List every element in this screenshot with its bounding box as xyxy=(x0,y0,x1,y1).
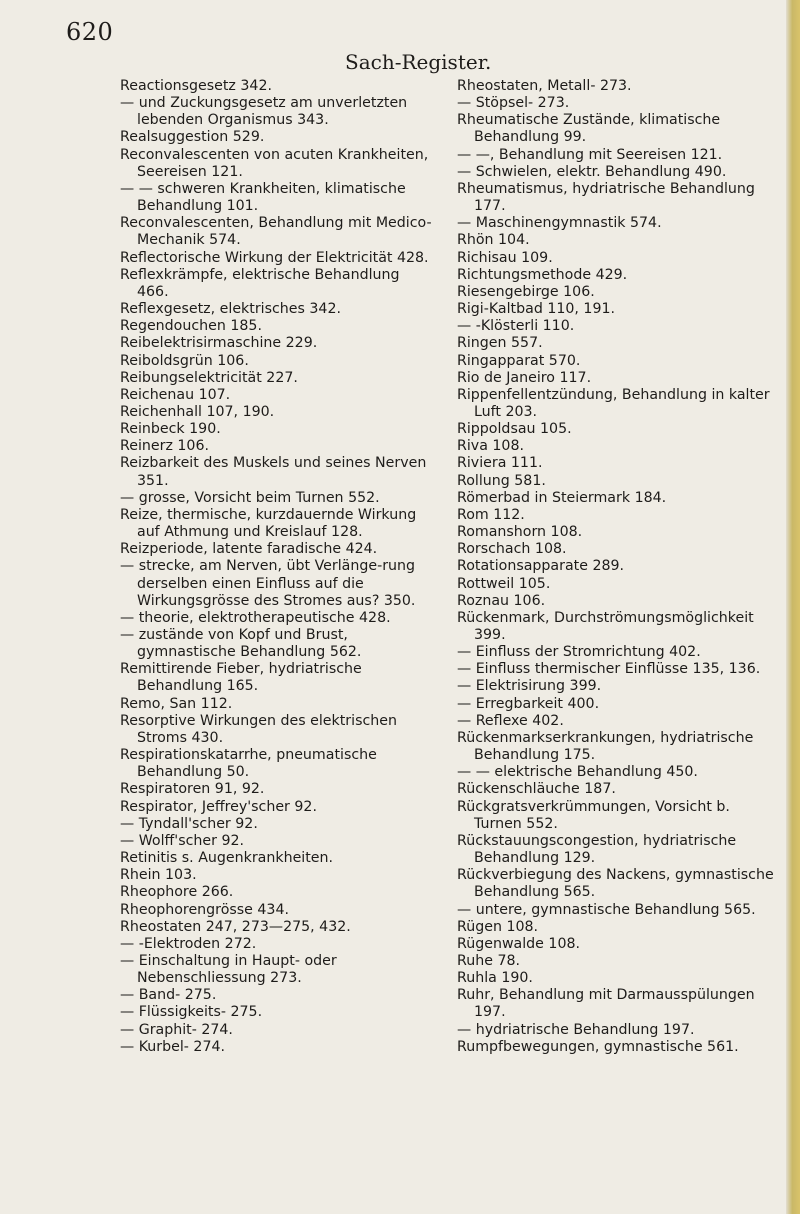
index-entry: Rom 112. xyxy=(457,506,525,523)
index-entry: Ringen 557. xyxy=(457,335,543,352)
index-entry: Rückverbiegung des Nackens, gymnastische Behandlung 565. xyxy=(457,867,774,901)
index-column-right xyxy=(457,78,777,1056)
index-entry: Respirator, Jeffrey'scher 92. xyxy=(120,798,317,815)
index-entry: Riva 108. xyxy=(457,438,524,455)
index-entry: — Elektrisirung 399. xyxy=(457,678,602,695)
index-entry: Reactionsgesetz 342. xyxy=(120,78,272,94)
index-entry: — Stöpsel- 273. xyxy=(457,95,570,112)
index-entry: Rheophore 266. xyxy=(120,884,234,901)
index-entry: Rückgratsverkrümmungen, Vorsicht b. Turnen 552. xyxy=(457,798,730,832)
index-entry: — — schweren Krankheiten, klimatische Behandlung 101. xyxy=(120,180,406,215)
index-entry: — und Zuckungsgesetz am unverletzten lebenden Organismus 343. xyxy=(120,95,408,129)
index-entry: — Maschinengymnastik 574. xyxy=(457,215,662,232)
index-entry: Rügenwalde 108. xyxy=(457,935,581,952)
index-entry: Reconvalescenten von acuten Krankheiten, Seereisen 121. xyxy=(120,146,429,180)
index-entry: — theorie, elektrotherapeutische 428. xyxy=(120,609,391,626)
running-head: Sach-Register. xyxy=(345,50,492,74)
index-entry: Reflectorische Wirkung der Elektricität 428. xyxy=(120,249,429,266)
index-column-left xyxy=(120,78,432,1056)
index-entry: Richtungsmethode 429. xyxy=(457,266,628,283)
page-number: 620 xyxy=(66,18,114,46)
index-entry: Rheophorengrösse 434. xyxy=(120,901,289,918)
index-entry: — -Klösterli 110. xyxy=(457,318,575,335)
index-entry: — zustände von Kopf und Brust, gymnastische Behandlung 562. xyxy=(120,627,362,661)
index-entry: — Band- 275. xyxy=(120,987,217,1004)
index-entry: Römerbad in Steiermark 184. xyxy=(457,489,667,506)
index-entry: — Einschaltung in Haupt- oder Nebenschliessung 273. xyxy=(120,952,337,987)
index-entry: Rückenmarkserkrankungen, hydriatrische Behandlung 175. xyxy=(457,729,754,764)
index-entry: — Reflexe 402. xyxy=(457,712,564,729)
index-entry: Rückstauungscongestion, hydriatrische Behandlung 129. xyxy=(457,832,737,867)
index-entry: — Graphit- 274. xyxy=(120,1021,233,1038)
index-entry: Resorptive Wirkungen des elektrischen Stroms 430. xyxy=(120,712,397,746)
index-entry: Rheumatismus, hydriatrische Behandlung 177. xyxy=(457,180,755,215)
index-entry: Rügen 108. xyxy=(457,918,539,935)
index-entry: Reizbarkeit des Muskels und seines Nerven 351. xyxy=(120,455,427,489)
index-entry: — Erregbarkeit 400. xyxy=(457,695,600,712)
index-entry: Reichenau 107. xyxy=(120,386,231,403)
index-entry: Reflexkrämpfe, elektrische Behandlung 466. xyxy=(120,266,400,300)
index-entry: — Tyndall'scher 92. xyxy=(120,815,258,832)
index-entry: Rottweil 105. xyxy=(457,575,551,592)
index-entry: Reizperiode, latente faradische 424. xyxy=(120,541,378,558)
index-entry: Reflexgesetz, elektrisches 342. xyxy=(120,301,342,318)
page-edge xyxy=(786,0,800,1214)
index-entry: Ruhr, Behandlung mit Darmausspülungen 197. xyxy=(457,987,755,1021)
index-entry: — Schwielen, elektr. Behandlung 490. xyxy=(457,163,727,180)
index-entry: Rhön 104. xyxy=(457,232,530,249)
index-entry: — —, Behandlung mit Seereisen 121. xyxy=(457,146,723,163)
index-entry: — grosse, Vorsicht beim Turnen 552. xyxy=(120,489,380,506)
index-entry: Rotationsapparate 289. xyxy=(457,558,625,575)
index-entry: Rippenfellentzündung, Behandlung in kalter Luft 203. xyxy=(457,386,770,420)
index-entry: — hydriatrische Behandlung 197. xyxy=(457,1021,695,1038)
index-entry: Rhein 103. xyxy=(120,867,197,884)
index-entry: Ruhe 78. xyxy=(457,952,521,969)
index-entry: Rorschach 108. xyxy=(457,541,567,558)
index-entry: Rückenschläuche 187. xyxy=(457,781,616,798)
index-entry: — Kurbel- 274. xyxy=(120,1038,226,1055)
index-entry: Reize, thermische, kurzdauernde Wirkung auf Athmung und Kreislauf 128. xyxy=(120,506,417,541)
index-entry: Rigi-Kaltbad 110, 191. xyxy=(457,301,616,318)
index-entry: Rheumatische Zustände, klimatische Behandlung 99. xyxy=(457,112,721,146)
index-entry: Regendouchen 185. xyxy=(120,318,262,335)
index-entry: Reinerz 106. xyxy=(120,438,209,455)
index-entry: Reibungselektricität 227. xyxy=(120,369,298,386)
index-entry: — — elektrische Behandlung 450. xyxy=(457,764,698,781)
index-entry: Reiboldsgrün 106. xyxy=(120,352,249,369)
index-entry: Rollung 581. xyxy=(457,472,546,489)
index-entry: Riesengebirge 106. xyxy=(457,283,595,300)
index-entry: — -Elektroden 272. xyxy=(120,935,257,952)
index-entry: Richisau 109. xyxy=(457,249,553,266)
index-entry: Rio de Janeiro 117. xyxy=(457,369,592,386)
index-entry: Rheostaten 247, 273—275, 432. xyxy=(120,918,351,935)
index-entry: Rippoldsau 105. xyxy=(457,421,572,438)
index-entry: Remo, San 112. xyxy=(120,695,233,712)
index-entry: Reibelektrisirmaschine 229. xyxy=(120,335,318,352)
index-entry: Reconvalescenten, Behandlung mit Medico-Mechanik 574. xyxy=(120,215,432,249)
index-entry: Respiratoren 91, 92. xyxy=(120,781,265,798)
index-entry: Remittirende Fieber, hydriatrische Behandlung 165. xyxy=(120,661,362,695)
index-entry: Reichenhall 107, 190. xyxy=(120,403,275,420)
index-entry: — Wolff'scher 92. xyxy=(120,832,245,849)
index-entry: — Flüssigkeits- 275. xyxy=(120,1004,263,1021)
index-entry: — Einfluss der Stromrichtung 402. xyxy=(457,644,701,661)
index-entry: Reinbeck 190. xyxy=(120,421,221,438)
index-entry: Roznau 106. xyxy=(457,592,546,609)
index-entry: Romanshorn 108. xyxy=(457,524,583,541)
index-entry: Riviera 111. xyxy=(457,455,543,472)
index-entry: Rückenmark, Durchströmungsmöglichkeit 399. xyxy=(457,609,754,643)
index-entry: Rumpfbewegungen, gymnastische 561. xyxy=(457,1038,739,1055)
index-entry: Respirationskatarrhe, pneumatische Behandlung 50. xyxy=(120,747,377,781)
index-entry: Ringapparat 570. xyxy=(457,352,581,369)
index-entry: — untere, gymnastische Behandlung 565. xyxy=(457,901,756,918)
index-entry: Realsuggestion 529. xyxy=(120,129,265,146)
index-entry: Rheostaten, Metall- 273. xyxy=(457,78,632,94)
index-entry: — Einfluss thermischer Einflüsse 135, 136. xyxy=(457,661,761,678)
index-entry: — strecke, am Nerven, übt Verlänge-rung derselben einen Einfluss auf die Wirkungsgrösse des Stromes aus? 350. xyxy=(120,558,416,609)
index-entry: Ruhla 190. xyxy=(457,970,533,987)
index-entry: Retinitis s. Augenkrankheiten. xyxy=(120,850,334,867)
